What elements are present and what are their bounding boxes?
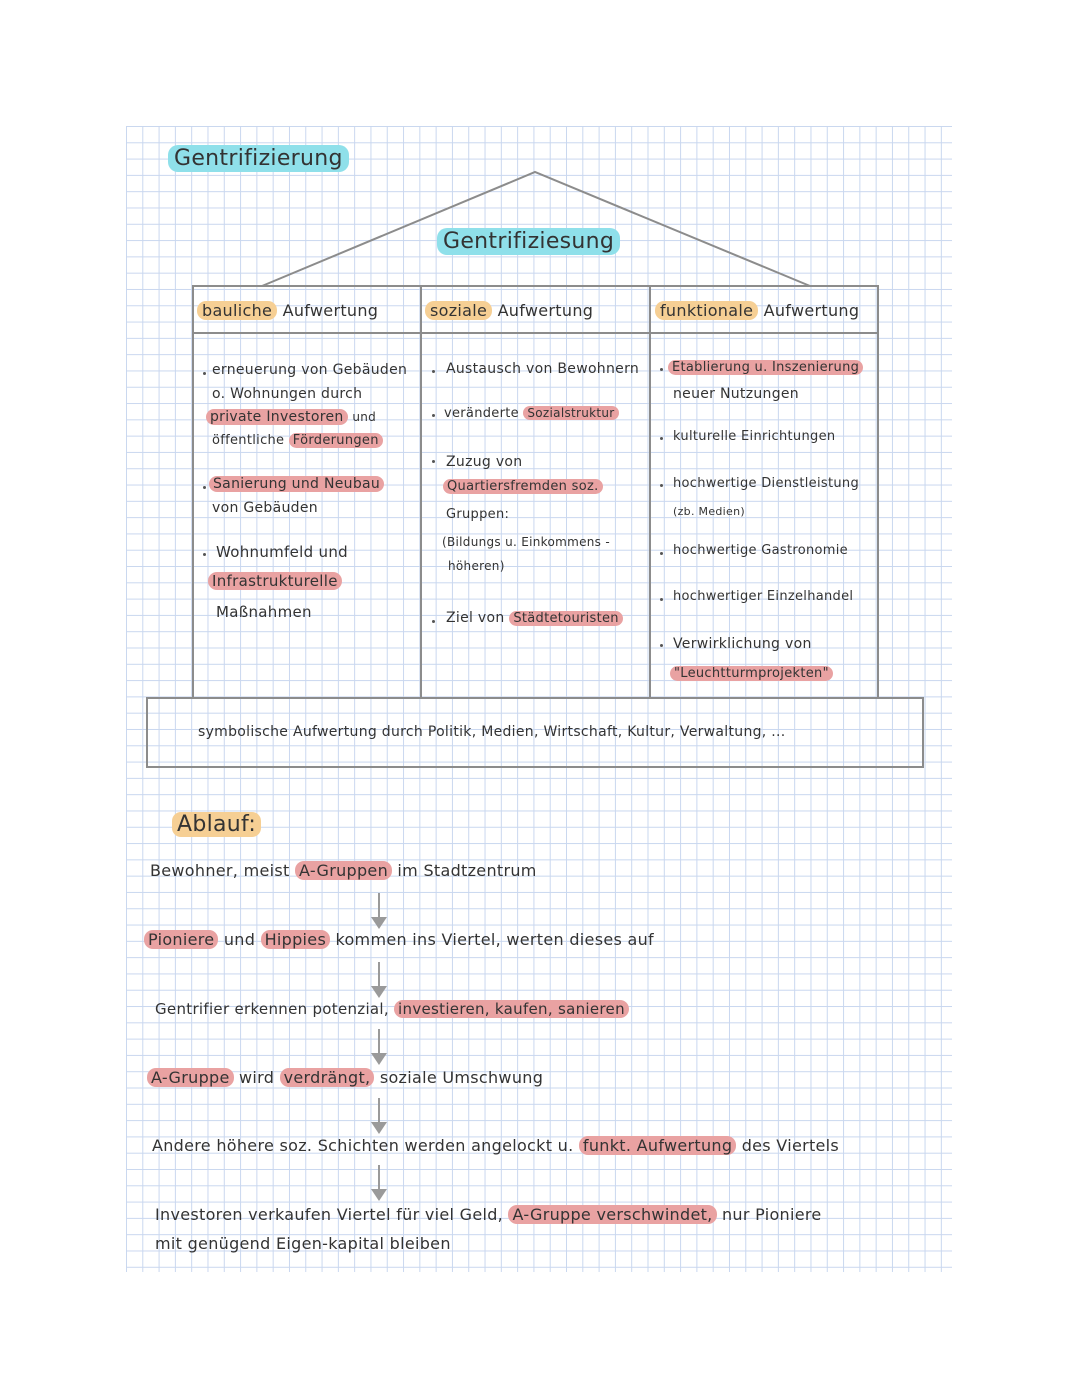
list-item-line: höheren) [448, 559, 505, 573]
bullet-marker [203, 553, 206, 556]
highlight-etablierung: Etablierung u. Inszenierung [668, 360, 863, 375]
column-title-rest: Aufwertung [282, 301, 379, 320]
roof-label [437, 229, 620, 254]
highlight-a-gruppe: A-Gruppe [147, 1068, 234, 1087]
bullet-marker [660, 644, 663, 647]
column-title-bauliche [197, 301, 378, 320]
bullet-marker [660, 484, 663, 487]
list-item-line: hochwertige Dienstleistung [673, 476, 859, 491]
list-item-line [668, 360, 863, 375]
list-item-line [206, 409, 376, 425]
highlight-a-gruppen: A-Gruppen [295, 861, 392, 880]
list-item-line [444, 406, 619, 421]
bullet-marker [660, 368, 663, 371]
bullet-marker [432, 460, 435, 463]
highlight-funkt-aufwertung: funkt. Aufwertung [579, 1136, 736, 1155]
bullet-marker [432, 414, 435, 417]
list-item-line: hochwertiger Einzelhandel [673, 589, 854, 604]
flow-text: im Stadtzentrum [397, 861, 537, 880]
flow-text: des Viertels [741, 1136, 840, 1155]
list-item-line: o. Wohnungen durch [212, 386, 363, 402]
flow-arrow [371, 962, 387, 1002]
flow-text: Bewohner, meist [150, 861, 290, 880]
list-item-line: von Gebäuden [212, 500, 318, 516]
highlight-infrastrukturelle: Infrastrukturelle [208, 572, 342, 590]
list-item-line: Wohnumfeld und [216, 543, 348, 561]
flow-text: Gentrifier erkennen potenzial, [155, 1000, 389, 1018]
flow-arrow [371, 1098, 387, 1138]
flow-text: kommen ins Viertel, werten dieses auf [335, 930, 654, 949]
highlight-leuchtturmprojekten: "Leuchtturmprojekten" [670, 666, 833, 681]
flow-text: Investoren verkaufen Viertel für viel Geld, [155, 1205, 504, 1224]
column-title-highlight: bauliche [197, 301, 277, 320]
list-item-word: öffentliche [212, 433, 285, 448]
flow-step-1 [150, 861, 537, 880]
column-title-rest: Aufwertung [497, 301, 594, 320]
highlight-a-gruppe-verschwindet: A-Gruppe verschwindet, [508, 1205, 716, 1224]
bullet-marker [432, 620, 435, 623]
column-title-funktionale [655, 301, 859, 320]
list-item-word: Ziel von [446, 610, 505, 626]
list-item-line: Maßnahmen [216, 603, 312, 621]
flow-step-2 [144, 930, 654, 949]
column-title-rest: Aufwertung [763, 301, 860, 320]
list-item-line: neuer Nutzungen [673, 386, 799, 402]
list-item-line [209, 476, 384, 492]
flow-arrow [371, 1029, 387, 1069]
list-item-line: Verwirklichung von [673, 636, 812, 652]
page-title-text: Gentrifizierung [168, 145, 349, 172]
flow-arrow [371, 1165, 387, 1205]
highlight-investieren: investieren, kaufen, sanieren [394, 1000, 629, 1018]
flow-step-4 [147, 1068, 543, 1087]
flow-step-6 [155, 1205, 822, 1224]
highlight-hippies: Hippies [261, 930, 331, 949]
list-item-line [443, 479, 603, 494]
list-item-line: (Bildungs u. Einkommens - [442, 535, 610, 549]
flow-step-3 [155, 1000, 629, 1018]
highlight-staedtetouristen: Städtetouristen [509, 611, 623, 626]
foundation-text: symbolische Aufwertung durch Politik, Medien, Wirtschaft, Kultur, Verwaltung, ... [198, 724, 786, 740]
flow-text: wird [239, 1068, 275, 1087]
flow-step-6-continued: mit genügend Eigen-kapital bleiben [155, 1234, 451, 1253]
column-title-soziale [425, 301, 593, 320]
list-item-line: Gruppen: [446, 507, 510, 522]
flow-text: Andere höhere soz. Schichten werden angelockt u. [152, 1136, 574, 1155]
highlight-verdraengt: verdrängt, [280, 1068, 375, 1087]
bullet-marker [660, 552, 663, 555]
list-item-line: Zuzug von [446, 454, 523, 470]
list-item-line: kulturelle Einrichtungen [673, 429, 836, 444]
highlight-sozialstruktur: Sozialstruktur [523, 406, 618, 420]
list-item-word: und [352, 410, 377, 424]
flow-text: soziale Umschwung [379, 1068, 544, 1087]
column-title-highlight: funktionale [655, 301, 758, 320]
highlight-foerderungen: Förderungen [289, 433, 383, 448]
list-item-line: erneuerung von Gebäuden [212, 362, 408, 378]
bullet-marker [660, 437, 663, 440]
highlight-quartiersfremden: Quartiersfremden soz. [443, 479, 603, 494]
bullet-marker [203, 372, 206, 375]
ablauf-label-text: Ablauf: [172, 812, 261, 837]
flow-text: nur Pioniere [721, 1205, 822, 1224]
highlight-sanierung: Sanierung und Neubau [209, 476, 384, 492]
list-item-line: (zb. Medien) [673, 505, 745, 518]
bullet-marker [432, 370, 435, 373]
list-item-line [670, 666, 833, 681]
list-item-line [212, 433, 383, 448]
highlight-private-investoren: private Investoren [206, 409, 348, 425]
list-item-line: hochwertige Gastronomie [673, 543, 848, 558]
flow-step-5 [152, 1136, 839, 1155]
ablauf-label [172, 812, 261, 837]
flow-arrow [371, 893, 387, 933]
list-item-line: Austausch von Bewohnern [446, 361, 640, 377]
list-item-word: veränderte [444, 406, 519, 421]
list-item-line [446, 610, 623, 626]
highlight-pioniere: Pioniere [144, 930, 218, 949]
bullet-marker [660, 598, 663, 601]
flow-text: und [223, 930, 256, 949]
list-item-line [208, 572, 342, 590]
column-title-highlight: soziale [425, 301, 492, 320]
bullet-marker [203, 486, 206, 489]
roof-label-text: Gentrifiziesung [437, 228, 620, 255]
